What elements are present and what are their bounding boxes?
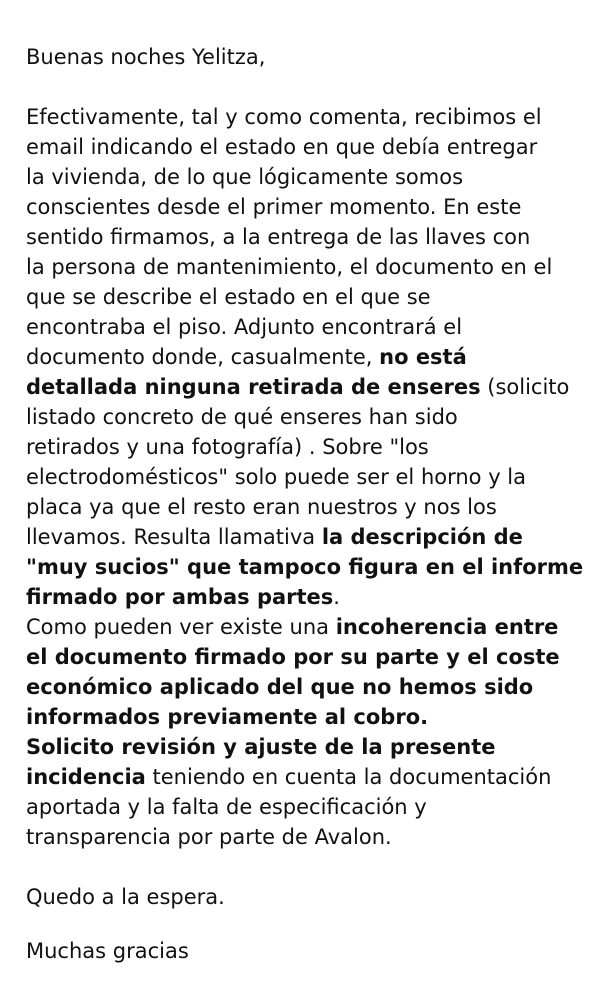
body-line [26, 342, 596, 372]
paragraph-spacer [26, 72, 596, 102]
body-line [26, 552, 596, 582]
emphasis-text: incoherencia entre [335, 615, 559, 639]
emphasis-text: la descripción de [321, 525, 523, 549]
body-line [26, 732, 596, 762]
body-line [26, 672, 596, 702]
body-line [26, 702, 596, 732]
emphasis-text: Solicito revisión y ajuste de la presente [26, 735, 496, 759]
body-line: email indicando el estado en que debía entregar [26, 135, 538, 159]
emphasis-text: incidencia [26, 765, 146, 789]
paragraph-spacer [26, 912, 596, 936]
signoff-line: Muchas gracias [26, 939, 189, 963]
emphasis-text: informados previamente al cobro. [26, 705, 429, 729]
emphasis-text: "muy sucios" que tampoco figura en el informe [26, 555, 584, 579]
emphasis-text: no está [379, 345, 467, 369]
body-line [26, 522, 596, 552]
message-body [26, 102, 596, 852]
body-line: la persona de mantenimiento, el documento en el [26, 255, 553, 279]
emphasis-text: el documento firmado por su parte y el coste [26, 645, 560, 669]
body-text: teniendo en cuenta la documentación [145, 765, 552, 789]
body-text: llevamos. Resulta llamativa [26, 525, 322, 549]
message-document [26, 42, 596, 966]
body-line [26, 582, 596, 612]
body-line: placa ya que el resto eran nuestros y nos los [26, 495, 497, 519]
emphasis-text: firmado por ambas partes [26, 585, 334, 609]
body-text: documento donde, casualmente, [26, 345, 380, 369]
body-line: electrodomésticos" solo puede ser el horno y la [26, 465, 527, 489]
body-text: Como pueden ver existe una [26, 615, 336, 639]
body-line [26, 642, 596, 672]
body-line [26, 372, 596, 402]
paragraph-spacer [26, 852, 596, 882]
body-line [26, 762, 596, 792]
body-text: (solicito [480, 375, 570, 399]
body-line: sentido firmamos, a la entrega de las llaves con [26, 225, 531, 249]
body-line: que se describe el estado en el que se [26, 285, 431, 309]
body-line: conscientes desde el primer momento. En este [26, 195, 522, 219]
body-line: transparencia por parte de Avalon. [26, 825, 392, 849]
body-text: . [333, 585, 340, 609]
body-line: la vivienda, de lo que lógicamente somos [26, 165, 464, 189]
emphasis-text: económico aplicado del que no hemos sido [26, 675, 534, 699]
emphasis-text: detallada ninguna retirada de enseres [26, 375, 481, 399]
body-line: aportada y la falta de especificación y [26, 795, 427, 819]
greeting-line: Buenas noches Yelitza, [26, 45, 266, 69]
body-line [26, 612, 596, 642]
body-line: retirados y una fotografía) . Sobre "los [26, 435, 429, 459]
body-line: encontraba el piso. Adjunto encontrará el [26, 315, 463, 339]
closing-line: Quedo a la espera. [26, 885, 225, 909]
body-line: listado concreto de qué enseres han sido [26, 405, 458, 429]
body-line: Efectivamente, tal y como comenta, recibimos el [26, 105, 542, 129]
